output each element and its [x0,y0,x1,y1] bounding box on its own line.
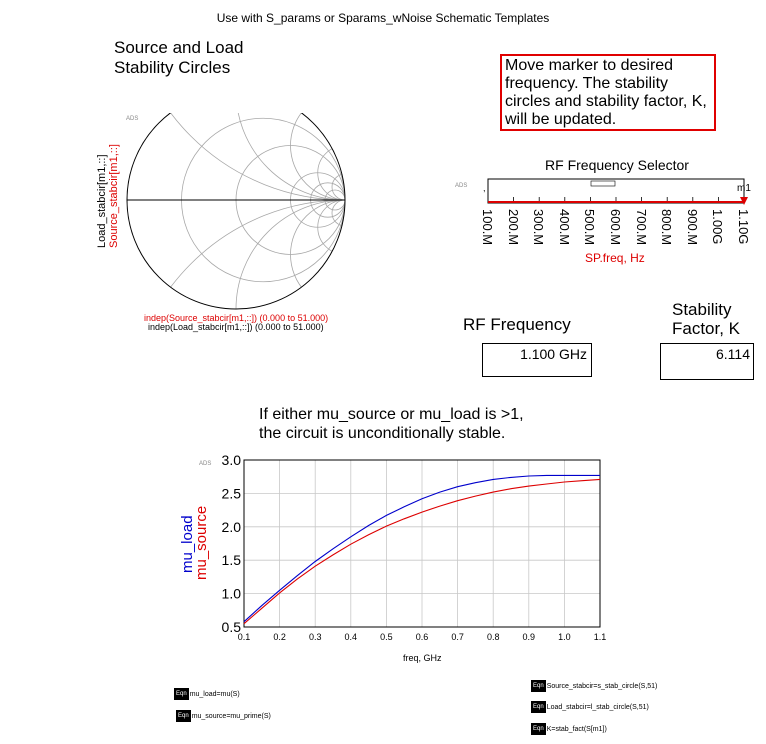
stability-circles-title-line1: Source and Load [114,38,244,57]
freq-tick-label: 100.M [480,209,495,246]
eqn-icon: Eqn [531,680,546,692]
equation-text: K=stab_fact(S[m1]) [546,725,607,733]
y-tick-label: 2.5 [221,485,241,502]
y-tick-label: 2.0 [221,518,241,535]
freq-selector-axis[interactable] [483,176,753,210]
eqn-icon: Eqn [531,701,546,713]
freq-selector-xlabel: SP.freq, Hz [585,251,645,265]
smith-grid [127,113,360,313]
equation-text: mu_source=mu_prime(S) [191,712,271,720]
stability-factor-value: 6.114 [660,343,754,380]
smith-ylabel-source: Source_stabcir[m1,::] [108,144,120,248]
freq-selector-comma: , [483,183,486,193]
x-tick-label: 0.8 [486,632,500,642]
smith-xlabel-load: indep(Load_stabcir[m1,::]) (0.000 to 51.000) [148,322,324,332]
smith-ylabel-load: Load_stabcir[m1,::] [96,154,108,248]
x-tick-label: 0.3 [308,632,322,642]
y-tick-label: 3.0 [221,452,241,468]
x-tick-label: 0.7 [451,632,464,642]
eqn-icon: Eqn [174,688,189,700]
freq-tick-label: 400.M [556,209,572,246]
equation-mu-load[interactable] [174,688,240,700]
stability-note-line2: the circuit is unconditionally stable. [259,425,506,442]
mu-chart-xlabel: freq, GHz [403,653,442,663]
stability-factor-label [672,300,740,338]
instruction-box: Move marker to desired frequency. The stability circles and stability factor, K, will be updated. [500,54,716,131]
stability-circles-title-line2: Stability Circles [114,58,231,77]
x-tick-label: 0.6 [415,632,429,642]
freq-tick-label: 500.M [582,209,598,246]
x-tick-label: 0.1 [237,632,251,642]
freq-selector-thumb[interactable] [591,181,615,186]
x-tick-label: 0.2 [273,632,286,642]
equation-mu-source[interactable] [176,710,271,722]
smith-chart [120,113,360,313]
stability-factor-label-line1: Stability [672,300,732,319]
freq-tick-label: 1.00G [710,209,726,245]
mu-chart-ylabel-source: mu_source [193,505,210,580]
x-tick-label: 0.5 [380,632,393,642]
x-tick-label: 0.9 [522,632,536,642]
x-tick-label: 1.1 [593,632,607,642]
stability-factor-label-line2: Factor, K [672,319,741,338]
x-tick-label: 0.4 [344,632,358,642]
y-tick-label: 1.5 [221,552,241,569]
y-tick-label: 0.5 [221,619,241,635]
mu-chart-ads-tag: ADS [199,461,212,467]
y-tick-label: 1.0 [221,585,241,602]
equation-source-stabcir[interactable] [531,680,657,692]
rf-frequency-value: 1.100 GHz [482,343,592,377]
equation-text: Source_stabcir=s_stab_circle(S,51) [546,682,658,690]
freq-tick-label: 200.M [505,209,521,246]
x-tick-label: 1.0 [558,632,571,642]
page-header: Use with S_params or Sparams_wNoise Schematic Templates [216,11,550,25]
equation-load-stabcir[interactable] [531,701,649,713]
freq-tick-label: 700.M [633,209,649,246]
equation-k[interactable] [531,723,607,735]
stability-circles-title [114,38,314,78]
freq-selector-title: RF Frequency Selector [545,157,689,173]
equation-text: mu_load=mu(S) [189,690,240,698]
freq-marker-label: m1 [737,183,751,194]
freq-tick-label: 1.10G [736,209,751,245]
stability-note-line1: If either mu_source or mu_load is >1, [259,406,524,423]
smith-xlabel-source: indep(Source_stabcir[m1,::]) (0.000 to 51.000) [144,313,329,323]
stability-note [259,405,589,443]
eqn-icon: Eqn [176,710,191,722]
rf-frequency-label: RF Frequency [463,315,571,334]
freq-tick-label: 800.M [659,209,675,246]
freq-selector-ads-tag: ADS [455,183,468,189]
equation-text: Load_stabcir=l_stab_circle(S,51) [546,703,649,711]
eqn-icon: Eqn [531,723,546,735]
freq-tick-label: 600.M [608,209,623,246]
mu-chart-ylabel-load: mu_load [179,515,196,573]
mu-chart [180,450,610,670]
freq-tick-label: 900.M [684,209,700,246]
freq-tick-label: 300.M [531,209,547,246]
smith-ads-tag: ADS [126,116,139,122]
